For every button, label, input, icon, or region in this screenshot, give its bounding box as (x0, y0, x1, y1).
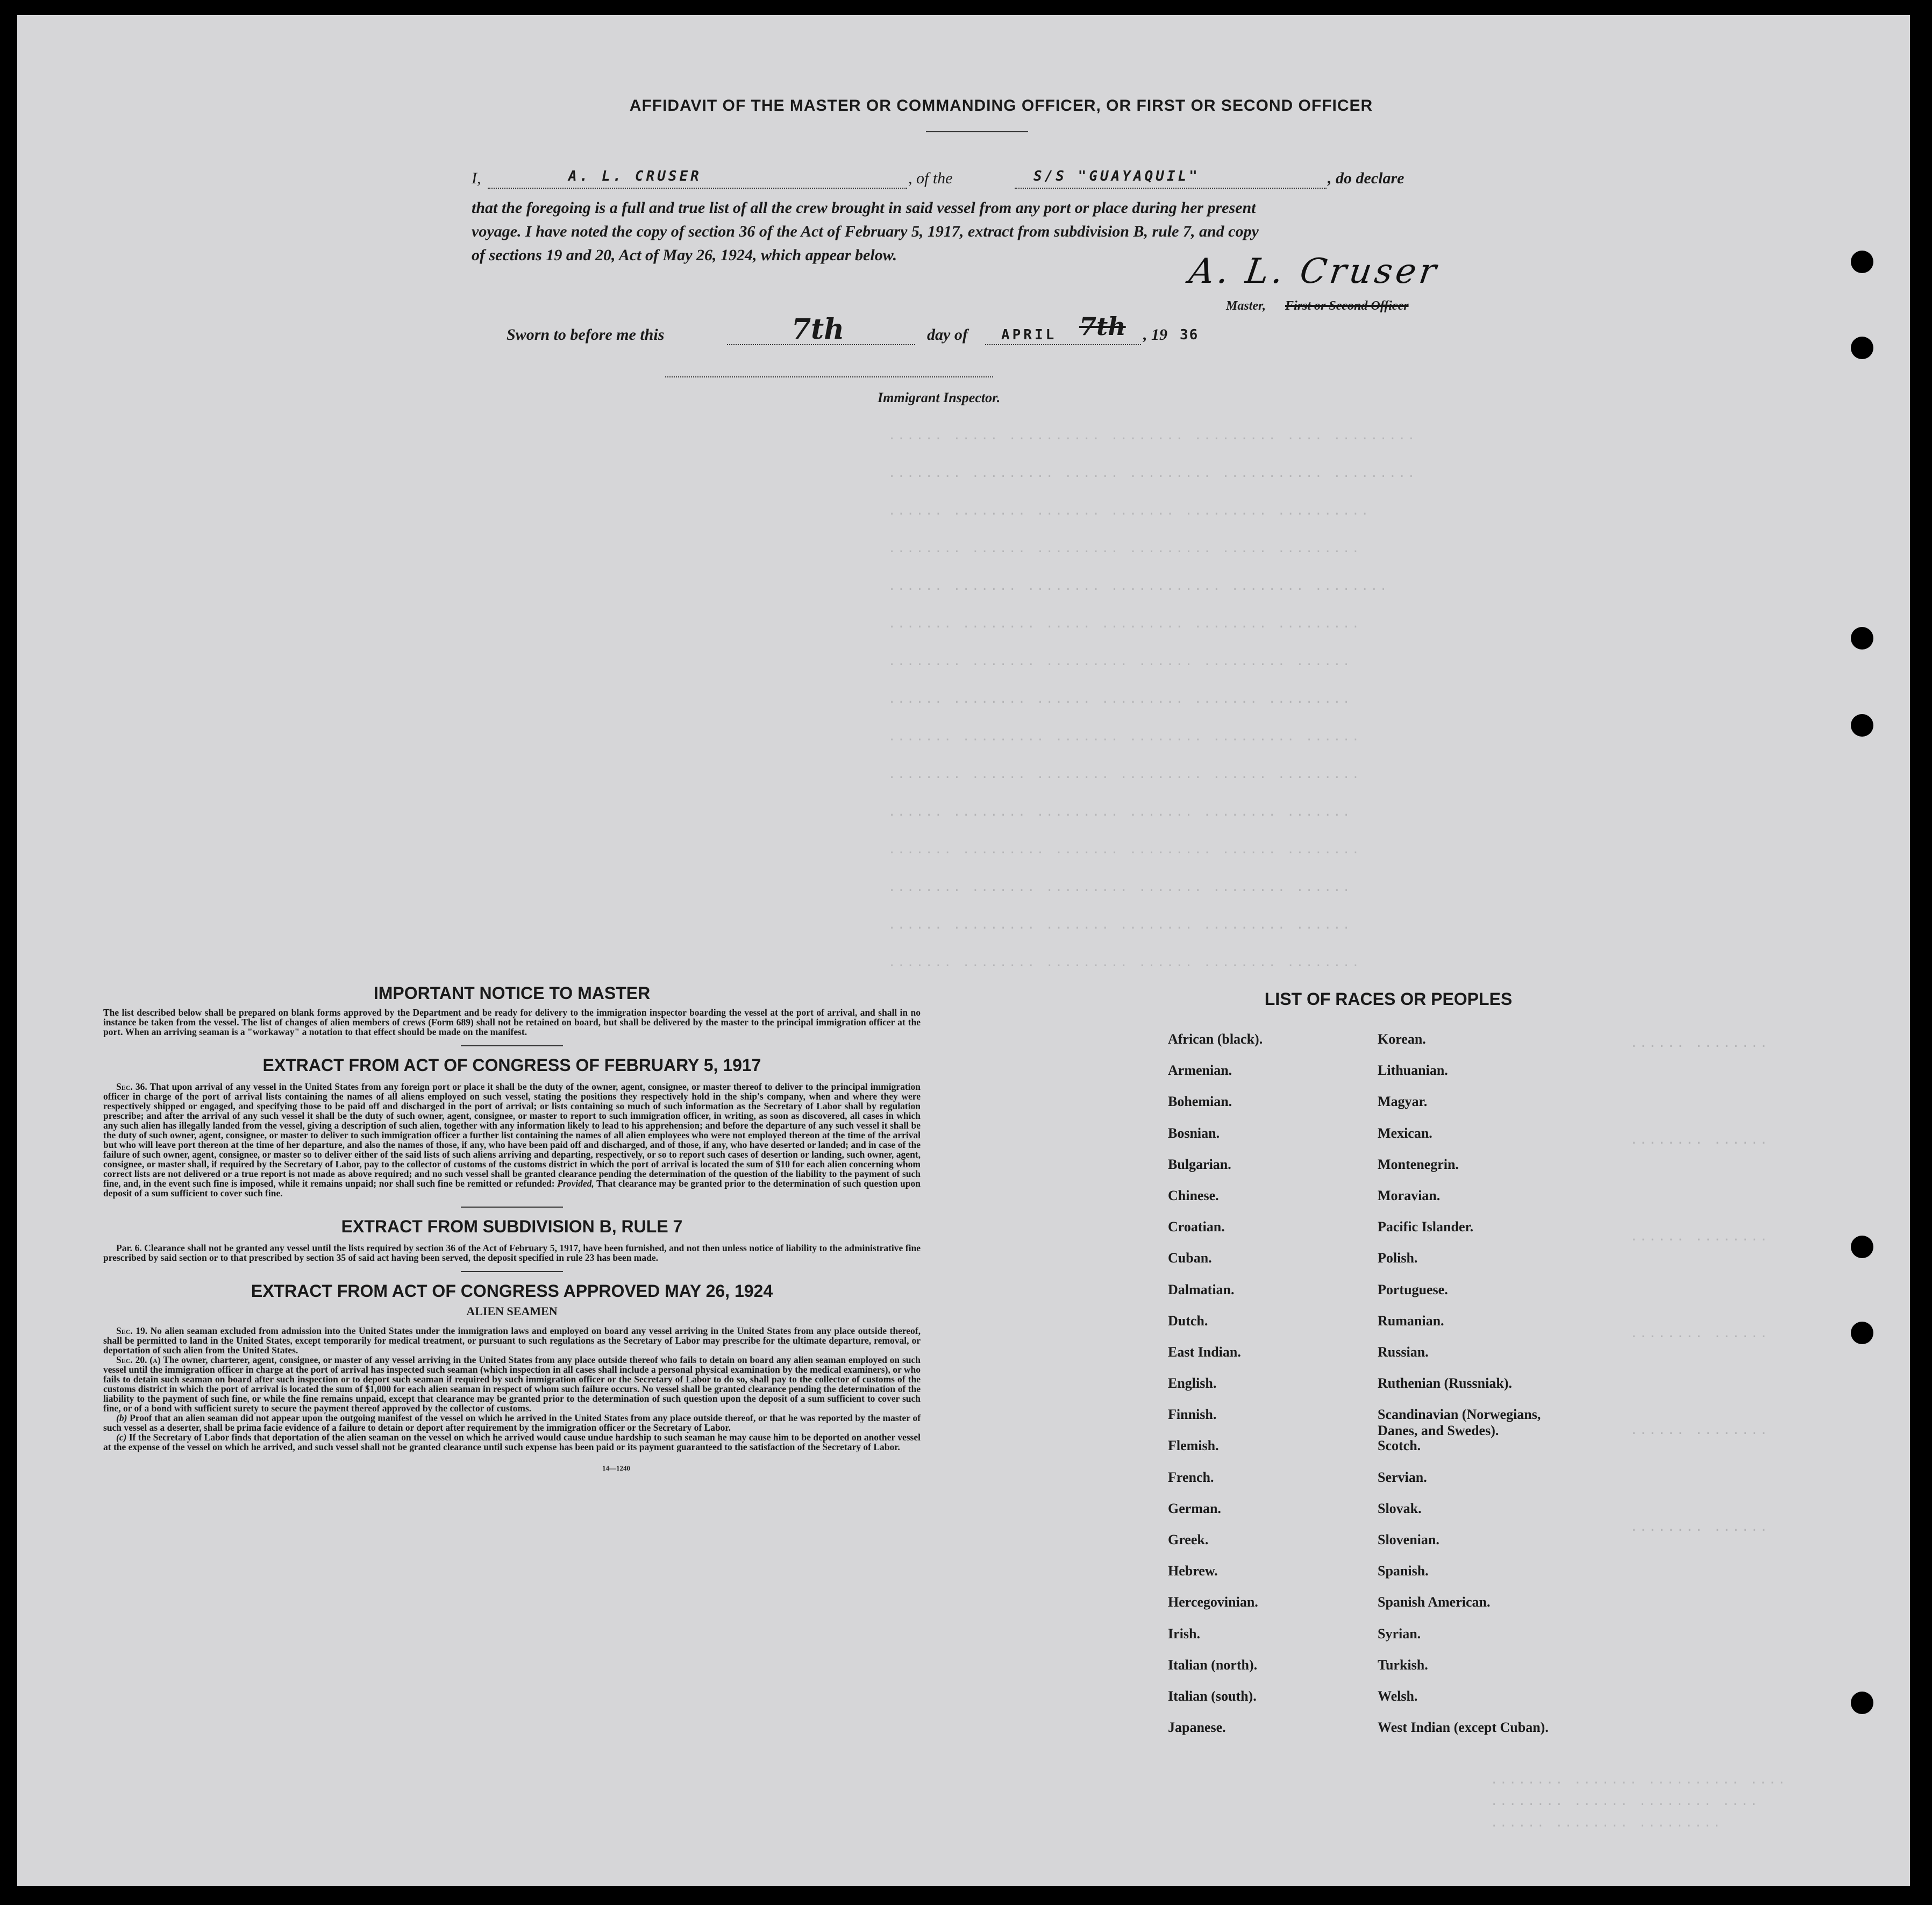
notice-title: IMPORTANT NOTICE TO MASTER (373, 983, 651, 1003)
race-item: Ruthenian (Russniak). (1378, 1375, 1512, 1392)
punch-hole (1851, 1236, 1873, 1258)
section-rule (461, 1271, 563, 1272)
sworn-month-value: APRIL (1001, 327, 1057, 343)
sec19-paragraph (103, 1326, 921, 1355)
title-rule (926, 131, 1028, 132)
race-item: German. (1168, 1500, 1221, 1516)
race-item: Hercegovinian. (1168, 1594, 1258, 1610)
race-item: Korean. (1378, 1031, 1426, 1047)
master-name-field (488, 168, 907, 189)
race-item: African (black). (1168, 1031, 1263, 1047)
race-item: Hebrew. (1168, 1563, 1218, 1579)
race-item: Irish. (1168, 1625, 1200, 1642)
race-item: French. (1168, 1469, 1214, 1485)
race-item: Spanish American. (1378, 1594, 1491, 1610)
alien-seamen-subtitle: ALIEN SEAMEN (466, 1304, 558, 1318)
race-item: Dutch. (1168, 1312, 1208, 1329)
race-item: Turkish. (1378, 1657, 1428, 1673)
punch-hole (1851, 251, 1873, 273)
master-name-value: A. L. CRUSER (568, 168, 702, 184)
race-item: Italian (north). (1168, 1657, 1258, 1673)
race-item: Polish. (1378, 1250, 1418, 1266)
race-item: Scandinavian (Norwegians, Danes, and Swedes). (1378, 1407, 1541, 1439)
race-item: Flemish. (1168, 1438, 1219, 1454)
race-item: Cuban. (1168, 1250, 1212, 1266)
day-of-label: day of (927, 326, 968, 344)
inspector-label: Immigrant Inspector. (878, 390, 1001, 405)
master-label: Master, (1226, 299, 1266, 313)
vessel-value: S/S "GUAYAQUIL" (1033, 168, 1200, 184)
extract-1924-title: EXTRACT FROM ACT OF CONGRESS APPROVED MAY 26, 1924 (251, 1281, 773, 1301)
affidavit-title: AFFIDAVIT OF THE MASTER OR COMMANDING OFFICER, OR FIRST OR SECOND OFFICER (629, 97, 1373, 115)
race-item: Welsh. (1378, 1688, 1418, 1704)
race-item: Finnish. (1168, 1407, 1217, 1423)
inspector-signature-line (665, 375, 993, 377)
race-item: Syrian. (1378, 1625, 1421, 1642)
sec20a-paragraph (103, 1355, 921, 1413)
race-item: Mexican. (1378, 1125, 1432, 1141)
sec36-text: That upon arrival of any vessel in the United States from any foreign port or place it shall be the duty of the owner, agent, consignee, or master thereof to deliver to the principal immigration officer in charge of the port of arrival lists containing the names of all aliens employed on such vessel, stating the positions they respectively hold in the ship's company, when and where they were respectively shipped or engaged, and specifying those to be paid off and discharged in the port of arrival; or lists containing so much of such information as the Secretary of Labor shall by regulation prescribe; and after the arrival of any such vessel it shall be the duty of such owner, agent, consignee, or master to report to such immigration officer, in writing, as soon as discovered, all cases in which any such alien has illegally landed from the vessel, giving a description of such alien, together with any information likely to lead to his apprehension; and before the departure of any such vessel it shall be the duty of such owner, agent, consignee, or master to deliver to such immigration officer a further list containing the names of all alien employees who were not employed thereon at the time of the arrival but who will leave port thereon at the time of her departure, and also the names of those, if any, who have been paid off and discharged, and of those, if any, who have deserted or landed; and in case of the failure of such owner, agent, consignee, or master so to deliver either of the said lists of such aliens arriving and departing, respectively, or so to report such cases of desertion or landing, such owner, agent, consignee, or master shall, if required by the Secretary of Labor, pay to the collector of customs of the customs district in which the port of arrival is located the sum of $10 for each alien concerning whom correct lists are not delivered or a true report is not made as above required; and no such vessel shall be granted clearance pending the determination of the question of the liability to the payment of such fine, and, in the event such fine is imposed, while it remains unpaid; nor shall such fine be remitted or refunded: (103, 1081, 921, 1189)
proviso-label: Provided, (557, 1178, 594, 1189)
race-item: Moravian. (1378, 1187, 1441, 1203)
punch-hole (1851, 1692, 1873, 1714)
extract-rule7-title: EXTRACT FROM SUBDIVISION B, RULE 7 (341, 1217, 683, 1236)
sec19-label: Sec. 19. (116, 1325, 148, 1336)
race-item: Portuguese. (1378, 1281, 1448, 1297)
punch-hole (1851, 627, 1873, 650)
sec20c-label: (c) (116, 1432, 127, 1443)
race-item: Rumanian. (1378, 1312, 1444, 1329)
races-left-column (1168, 1031, 1361, 1751)
race-item: Bulgarian. (1168, 1156, 1231, 1172)
races-section (1152, 988, 1636, 1736)
race-item: Armenian. (1168, 1062, 1232, 1079)
race-item: Dalmatian. (1168, 1281, 1235, 1297)
sec20b-label: (b) (116, 1412, 127, 1423)
sec20c-paragraph (103, 1432, 921, 1452)
struck-officer-text: First or Second Officer (1285, 299, 1409, 313)
declaration-line-4: of sections 19 and 20, Act of May 26, 1924, which appear below. (472, 246, 897, 264)
sworn-label: Sworn to before me this (507, 326, 665, 344)
sec20a-text: The owner, charterer, agent, consignee, or master of any vessel arriving in the United States from any place outside thereof who fails to detain on board any alien seaman employed on such vessel until the immigration officer in charge at the port of arrival has inspected such seaman (which inspection in all cases shall include a personal physical examination by the medical examiners), or who fails to detain such seaman on board after such inspection or to deport such seaman if required by such immigration officer or the Secretary of Labor to do so, shall pay to the collector of customs of the customs district in which the port of arrival is located the sum of $1,000 for each alien seaman in respect of whom such failure occurs. No vessel shall be granted clearance pending the determination of the liability to the payment of such fine, or while the fine remains unpaid, except that clearance may be granted prior to the determination of such question upon the deposit of a sum sufficient to cover such fine, or of a bond with sufficient surety to secure the payment thereof approved by the collector of customs. (103, 1354, 921, 1414)
race-item: Magyar. (1378, 1094, 1428, 1110)
extract-1917-title: EXTRACT FROM ACT OF CONGRESS OF FEBRUARY 5, 1917 (262, 1055, 761, 1075)
race-item: Pacific Islander. (1378, 1219, 1474, 1235)
of-the-label: , of the (908, 169, 953, 187)
sworn-line (507, 312, 1286, 347)
form-number: 14—1240 (602, 1464, 630, 1472)
race-item: Lithuanian. (1378, 1062, 1448, 1079)
sec36-label: Sec. 36. (116, 1081, 147, 1092)
race-item: Croatian. (1168, 1219, 1225, 1235)
race-item: Japanese. (1168, 1720, 1226, 1736)
extract-1917-body (103, 1082, 921, 1198)
declaration-line-2: that the foregoing is a full and true list of all the crew brought in said vessel from any port or place during her present (472, 199, 1256, 217)
declaration-line-3: voyage. I have noted the copy of section 36 of the Act of February 5, 1917, extract from subdivision B, rule 7, and copy (472, 223, 1259, 240)
sworn-day-value: 7th (792, 313, 845, 346)
race-item: Spanish. (1378, 1563, 1429, 1579)
sworn-day-field (727, 313, 915, 346)
punch-hole (1851, 337, 1873, 359)
sworn-month-field (985, 312, 1141, 345)
race-item: Servian. (1378, 1469, 1427, 1485)
race-item: Scotch. (1378, 1438, 1421, 1454)
do-declare-label: , do declare (1328, 169, 1405, 187)
sec20c-text: If the Secretary of Labor finds that deportation of the alien seaman on the vessel on which he arrived would cause undue hardship to such seaman he may cause him to be deported on another vessel at the expense of the vessel on which he arrived, and such vessel shall not be granted clearance until such expense has been paid or its payment guaranteed to the satisfaction of the Secretary of Labor. (103, 1432, 921, 1452)
race-item: Chinese. (1168, 1187, 1219, 1203)
section-rule (461, 1207, 563, 1208)
document-page: ...... ..... .......... ........ ......... .... ......... ........ ......... ...... ......... ........... ......... ...... ........ ....... ....... ......... .......... ........ ...... ......... ......... ..... ......... ...... ....... ........ ............ ........ ........ ....... ........ ..... ......... ........ ......... ........ ....... ......... ...... ......... ...... ...... ........ ...... ......... ....... ......... ....... ......... ....... ........ ......... ...... ........ ...... ........ ......... ...... ......... ...... ........ ......... ....... ........ ....... ....... ......... ....... ......... ...... ........ ........ ....... ......... ....... ........ ...... ...... ......... ....... ........ ......... ...... ....... ........ ......... ...... ........ ........ ...... ........ ........ ...... ...... ........ ........ ...... ...... ........ ........ ...... ........ ....... .......... .... ........ ...... ........ .... ...... ........ ......... AFFIDAVIT OF THE MASTER OR COMMANDING OFFICER, OR FIRST OR SECOND OFFICER I, A. L. CRUSER , of the S/S "GUAYAQUIL" , do declare that the foregoing is a full and true list of all the crew brought in said vessel from any port or place during her present voyage. I have noted the copy of section 36 of the Act of February 5, 1917, extract from subdivision B, rule 7, and copy of sections 19 and 20, Act of May 26, 1924, which appear below. A. L. Cruser Master, First or Second Officer Sworn to before me this 7th day of APRIL 7th , 19 36 Immigrant Inspector. IMPORTANT NOTICE TO MASTER The list described below shall be prepared on blank forms approved by the Department and be ready for delivery to the immigration inspector boarding the vessel at the port of arrival, and shall in no instance be taken from the vessel. The list of changes of alien members of crews (Form 689) shall not be retained on board, but shall be delivered by the master to the principal immigration officer at the port. When an arriving seaman is a "workaway" a notation to that effect should be made on the manifest. EXTRACT FROM ACT OF CONGRESS OF FEBRUARY 5, 1917 Sec. 36. That upon arrival of any vessel in the United States from any foreign port or place it shall be the duty of the owner, agent, consignee, or master thereof to deliver to the principal immigration officer in charge of the port of arrival lists containing the names of all aliens employed on such vessel, stating the positions they respectively hold in the ship's company, when and where they were respectively shipped or engaged, and specifying those to be paid off and discharged in the port of arrival; or lists containing so much of such information as the Secretary of Labor shall by regulation prescribe; and after the arrival of any such vessel it shall be the duty of such owner, agent, consignee, or master to report to such immigration officer, in writing, as soon as discovered, all cases in which any such alien has illegally landed from the vessel, giving a description of such alien, together with any information likely to lead to his apprehension; and before the departure of any such vessel it shall be the duty of such owner, agent, consignee, or master to deliver to such immigration officer a further list containing the names of all alien employees who were not employed thereon at the time of the arrival but who will leave port thereon at the time of her departure, and also the names of those, if any, who have been paid off and discharged, and of those, if any, who have deserted or landed; and in case of the failure of such owner, agent, consignee, or master so to deliver either of the said lists of such aliens arriving and departing, respectively, or so to report such cases of desertion or landing, such owner, agent, consignee, or master shall, if required by the Secretary of Labor, pay to the collector of customs of the customs district in which the port of arrival is located the sum of $10 for each alien concerning whom correct lists are not delivered or a true report is not made as above required; and no such vessel shall be granted clearance pending the determination of the question of the liability to the payment of such fine, and, in the event such fine is imposed, while it remains unpaid; nor shall such fine be remitted or refunded: Provided, That clearance may be granted prior to the determination of such question upon deposit of a sum sufficient to cover such fine. EXTRACT FROM SUBDIVISION B, RULE 7 Par. 6. Clearance shall not be granted any vessel until the lists required by section 36 of the Act of February 5, 1917, have been furnished, and not then unless notice of liability to the administrative fine prescribed by said section or to that prescribed by section 35 of said act having been served, the deposit specified in rule 23 has been made. EXTRACT FROM ACT OF CONGRESS APPROVED MAY 26, 1924 ALIEN SEAMEN Sec. 19. No alien seaman excluded from admission into the United States under the immigration laws and employed on board any vessel arriving in the United States from any place outside thereof, shall be permitted to land in the United States, except temporarily for medical treatment, or pursuant to such regulations as the Secretary of Labor may prescribe for the ultimate departure, removal, or deportation of such alien from the United States. Sec. 20. (a) The owner, charterer, agent, consignee, or master of any vessel arriving in the United States from any place outside thereof who fails to detain on board any alien seaman employed on such vessel until the immigration officer in charge at the port of arrival has inspected such seaman (which inspection in all cases shall include a personal physical examination by the medical examiners), or who fails to detain such seaman on board after such inspection or to deport such seaman if required by such immigration officer or the Secretary of Labor to do so, shall pay to the collector of customs of the customs district in which the port of arrival is located the sum of $1,000 for each alien seaman in respect of whom such failure occurs. No vessel shall be granted clearance pending the determination of the liability to the payment of such fine, or while the fine remains unpaid, except that clearance may be granted prior to the determination of such question upon the deposit of a sum sufficient to cover such fine, or of a bond with sufficient surety to secure the payment thereof approved by the collector of customs. (b) Proof that an alien seaman did not appear upon the outgoing manifest of the vessel on which he arrived in the United States from any place outside thereof, or that he was reported by the master of such vessel as a deserter, shall be prima facie evidence of a failure to detain or deport after requirement by the immigration officer or the Secretary of Labor. (c) If the Secretary of Labor finds that deportation of the alien seaman on the vessel on which he arrived would cause undue hardship to such seaman he may cause him to be deported on another vessel at the expense of the vessel on which he arrived, and such vessel shall not be granted clearance until such expense has been paid or its payment guaranteed to the satisfaction of the Secretary of Labor. 14—1240 LIST OF RACES OR PEOPLES African (black). Armenian. Bohemian. Bosnian. Bulgarian. Chinese. Croatian. Cuban. Dalmatian. Dutch. East Indian. English. Finnish. Flemish. French. German. Greek. Hebrew. Hercegovinian. Irish. Italian (north). Italian (south). Japanese. Korean. Lithuanian. Magyar. Mexican. Montenegrin. Moravian. Pacific Islander. Polish. Portuguese. Rumanian. Russian. Ruthenian (Russniak). Scandinavian (Norwegians, Danes, and Swedes). Scotch. Servian. Slovak. Slovenian. Spanish. Spanish American. Syrian. Turkish. Welsh. West Indian (except Cuban). (17, 15, 1910, 1886)
sec20b-paragraph (103, 1413, 921, 1432)
race-item: Russian. (1378, 1344, 1429, 1360)
sec20b-text: Proof that an alien seaman did not appear upon the outgoing manifest of the vessel on which he arrived in the United States from any place outside thereof, or that he was reported by the master of such vessel as a deserter, shall be prima facie evidence of a failure to detain or deport after requirement by the immigration officer or the Secretary of Labor. (103, 1412, 921, 1433)
race-item: Montenegrin. (1378, 1156, 1459, 1172)
declaration-line-1 (472, 168, 1520, 190)
race-item: East Indian. (1168, 1344, 1241, 1360)
races-title: LIST OF RACES OR PEOPLES (1264, 989, 1513, 1009)
vessel-field (1015, 168, 1327, 189)
races-right-column (1378, 1031, 1614, 1751)
race-item: West Indian (except Cuban). (1378, 1720, 1549, 1736)
race-item: Slovak. (1378, 1500, 1422, 1516)
master-signature: A. L. Cruser (1186, 252, 1442, 291)
i-label: I, (472, 169, 481, 187)
race-item: Bosnian. (1168, 1125, 1220, 1141)
punch-hole (1851, 714, 1873, 737)
sworn-mark: 7th (1079, 312, 1126, 341)
year-prefix: , 19 (1143, 326, 1167, 344)
year-value: 36 (1180, 327, 1199, 343)
punch-hole (1851, 1322, 1873, 1344)
race-item: Bohemian. (1168, 1094, 1232, 1110)
legal-extracts (103, 983, 921, 1473)
race-item: English. (1168, 1375, 1217, 1392)
proviso-text: That clearance may be granted prior to the determination of such question upon deposit of a sum sufficient to cover such fine. (103, 1178, 921, 1198)
race-item: Greek. (1168, 1532, 1209, 1547)
section-rule (461, 1045, 563, 1046)
notice-body: The list described below shall be prepared on blank forms approved by the Department and be ready for delivery to the immigration inspector boarding the vessel at the port of arrival, and shall in no instance be taken from the vessel. The list of changes of alien members of crews (Form 689) shall not be retained on board, but shall be delivered by the master to the principal immigration officer at the port. When an arriving seaman is a "workaway" a notation to that effect should be made on the manifest. (103, 1007, 921, 1037)
sec19-text: No alien seaman excluded from admission into the United States under the immigration laws and employed on board any vessel arriving in the United States from any place outside thereof, shall be permitted to land in the United States, except temporarily for medical treatment, or pursuant to such regulations as the Secretary of Labor may prescribe for the ultimate departure, removal, or deportation of such alien from the United States. (103, 1325, 921, 1355)
race-item: Slovenian. (1378, 1532, 1439, 1547)
sec20-label: Sec. 20. (a) (116, 1354, 161, 1365)
race-item: Italian (south). (1168, 1688, 1257, 1704)
extract-rule7-body: Par. 6. Clearance shall not be granted any vessel until the lists required by section 36 of the Act of February 5, 1917, have been furnished, and not then unless notice of liability to the administrative fine prescribed by said section or to that prescribed by section 35 of said act having been served, the deposit specified in rule 23 has been made. (103, 1243, 921, 1263)
